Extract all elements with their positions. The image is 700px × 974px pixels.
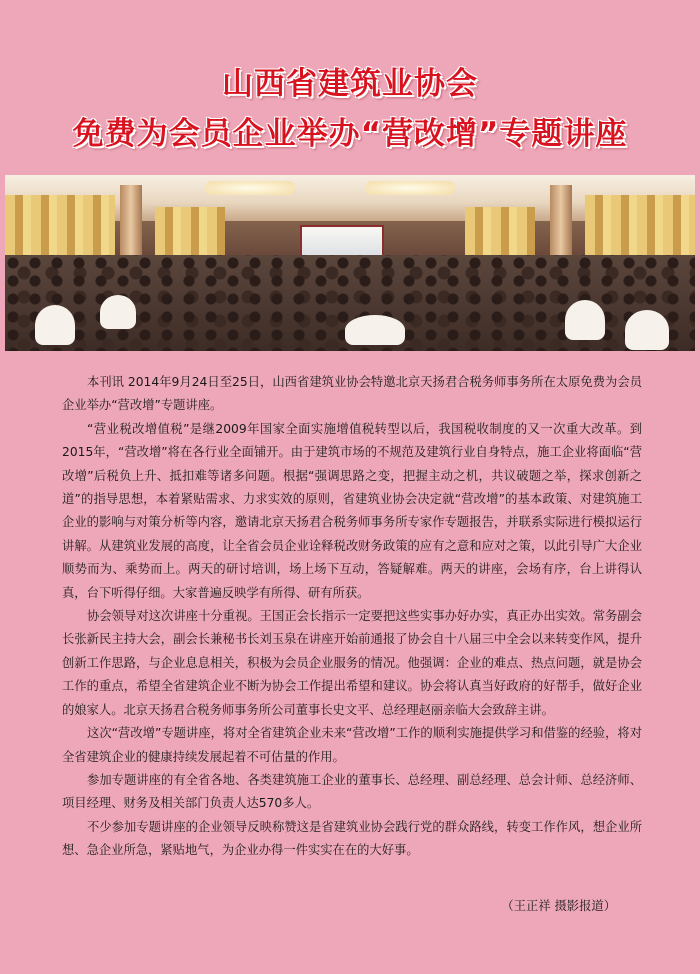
paragraph: 协会领导对这次讲座十分重视。王国正会长指示一定要把这些实事办好办实，真正办出实效。常务副会长张新民主持大会，副会长兼秘书长刘玉泉在讲座开始前通报了协会自十八届三中全会以来转变作风，提升创新工作思路，与企业息息相关，积极为会员企业服务的情况。他强调：企业的难点、热点问题，就是协会工作的重点，希望全省建筑企业不断为协会工作提出希望和建议。协会将认真当好政府的好帮手，做好企业的娘家人。北京天扬君合税务师事务所公司董事长史文平、总经理赵丽亲临大会致辞主讲。: [62, 609, 642, 717]
conference-hall-photo: [5, 175, 695, 351]
article-body: [62, 371, 642, 863]
headline-line-2: 免费为会员企业举办“营改增”专题讲座: [72, 116, 628, 152]
round-table: [100, 295, 136, 329]
paragraph: 不少参加专题讲座的企业领导反映称赞这是省建筑业协会践行党的群众路线，转变工作作风，想企业所想、急企业所急，紧贴地气，为企业办得一件实实在在的大好事。: [62, 819, 642, 858]
round-table: [35, 305, 75, 345]
ceiling-light: [365, 181, 455, 195]
round-table: [625, 310, 669, 350]
paragraph: 参加专题讲座的有全省各地、各类建筑施工企业的董事长、总经理、副总经理、总会计师、总经济师、项目经理、财务及相关部门负责人达570多人。: [62, 772, 642, 811]
round-table: [345, 315, 405, 345]
round-table: [565, 300, 605, 340]
byline: （王正祥 摄影报道）: [501, 899, 616, 913]
ceiling-light: [205, 181, 295, 195]
headline-line-1: 山西省建筑业协会: [222, 66, 478, 102]
paragraph: “营业税改增值税”是继2009年国家全面实施增值税转型以后，我国税收制度的又一次重大改革。到2015年，“营改增”将在各行业全面铺开。由于建筑市场的不规范及建筑行业自身特点，施工企业将面临“营改增”后税负上升、抵扣难等诸多问题。根据“强调思路之变，把握主动之机，共议破题之举，探求创新之道”的指导思想，本着紧贴需求、力求实效的原则，省建筑业协会决定就“营改增”的基本政策、对建筑施工企业的影响与对策分析等内容，邀请北京天扬君合税务师事务所专家作专题报告，并联系实际进行模拟运行讲解。从建筑业发展的高度，让全省会员企业诠释税改财务政策的应有之意和应对之策，以此引导广大企业顺势而为、乘势而上。两天的研讨培训，场上场下互动，答疑解难。两天的讲座，会场有序，台上讲得认真，台下听得仔细。大家普遍反映学有所得、研有所获。: [62, 421, 642, 600]
paragraph: 本刊讯 2014年9月24日至25日，山西省建筑业协会特邀北京天扬君合税务师事务所在太原免费为会员企业举办“营改增”专题讲座。: [62, 375, 642, 413]
paragraph: 这次“营改增”专题讲座，将对全省建筑企业未来“营改增”工作的顺利实施提供学习和借鉴的经验，将对全省建筑企业的健康持续发展起着不可估量的作用。: [62, 726, 642, 764]
